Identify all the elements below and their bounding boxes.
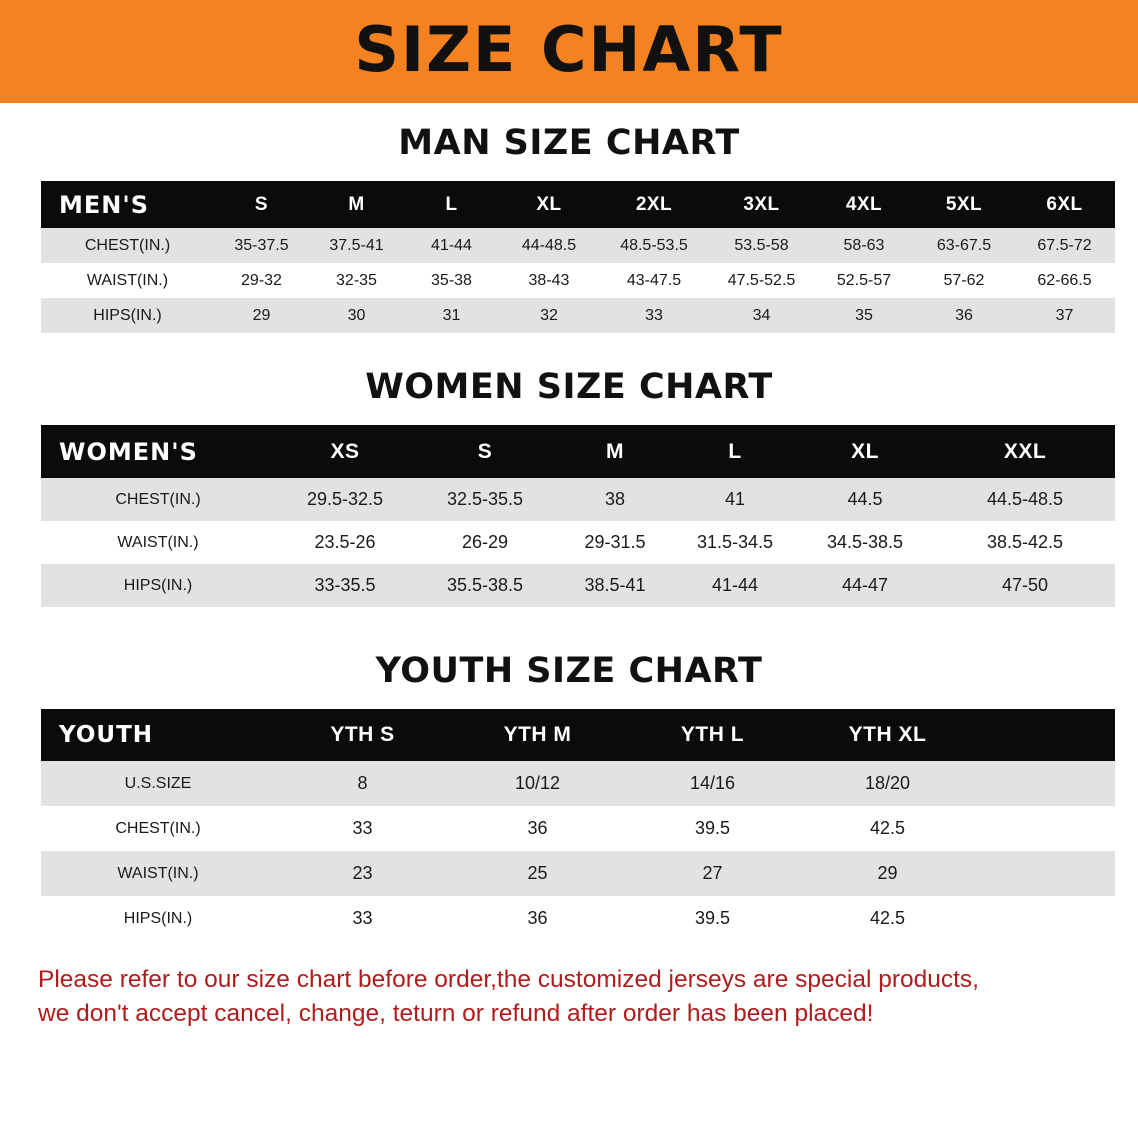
youth-header-col-1: YTH M [450, 709, 625, 761]
man-row-2-val-6: 35 [814, 298, 914, 333]
women-row-2-val-4: 44-47 [795, 564, 935, 607]
table-row [41, 228, 1115, 263]
table-row [41, 564, 1115, 607]
youth-row-0-label: U.S.SIZE [41, 761, 275, 806]
youth-row-1-val-1: 36 [450, 806, 625, 851]
women-row-2-val-0: 33-35.5 [275, 564, 415, 607]
youth-row-1-val-2: 39.5 [625, 806, 800, 851]
youth-row-3-val-1: 36 [450, 896, 625, 941]
man-header-corner: MEN'S [41, 181, 214, 228]
women-row-1-val-4: 34.5-38.5 [795, 521, 935, 564]
banner-title: SIZE CHART [354, 12, 784, 86]
man-row-1-val-1: 32-35 [309, 263, 404, 298]
table-row [41, 806, 1115, 851]
man-header-col-3: XL [499, 181, 599, 228]
man-row-1-val-4: 43-47.5 [599, 263, 709, 298]
women-size-table [41, 425, 1115, 607]
man-header-col-6: 4XL [814, 181, 914, 228]
women-row-1-label: WAIST(IN.) [41, 521, 275, 564]
youth-row-2-val-3: 29 [800, 851, 975, 896]
women-row-0-val-4: 44.5 [795, 478, 935, 521]
women-row-1-val-0: 23.5-26 [275, 521, 415, 564]
man-row-0-val-8: 67.5-72 [1014, 228, 1115, 263]
youth-size-table [41, 709, 1115, 941]
youth-row-2-label: WAIST(IN.) [41, 851, 275, 896]
man-row-0-val-1: 37.5-41 [309, 228, 404, 263]
man-row-2-val-3: 32 [499, 298, 599, 333]
table-row [41, 896, 1115, 941]
youth-table-wrapper [41, 709, 1097, 941]
policy-note-line-1: Please refer to our size chart before order,the customized jerseys are special products, [38, 966, 979, 993]
man-row-1-val-5: 47.5-52.5 [709, 263, 814, 298]
man-header-col-0: S [214, 181, 309, 228]
man-row-2-val-2: 31 [404, 298, 499, 333]
man-row-1-label: WAIST(IN.) [41, 263, 214, 298]
women-row-1-val-1: 26-29 [415, 521, 555, 564]
man-header-col-2: L [404, 181, 499, 228]
man-row-0-val-6: 58-63 [814, 228, 914, 263]
youth-header-corner: YOUTH [41, 709, 275, 761]
youth-header-spacer [975, 709, 1115, 761]
man-row-1-val-8: 62-66.5 [1014, 263, 1115, 298]
women-row-0-val-2: 38 [555, 478, 675, 521]
youth-row-3-val-3: 42.5 [800, 896, 975, 941]
women-header-col-1: S [415, 425, 555, 478]
man-row-0-val-2: 41-44 [404, 228, 499, 263]
man-row-0-val-0: 35-37.5 [214, 228, 309, 263]
man-header-col-1: M [309, 181, 404, 228]
youth-row-3-val-2: 39.5 [625, 896, 800, 941]
women-table-body [41, 478, 1115, 607]
man-row-0-label: CHEST(IN.) [41, 228, 214, 263]
youth-row-2-val-1: 25 [450, 851, 625, 896]
table-row [41, 478, 1115, 521]
man-table-body [41, 228, 1115, 333]
table-row [41, 263, 1115, 298]
women-row-1-val-3: 31.5-34.5 [675, 521, 795, 564]
man-table-header [41, 181, 1115, 228]
women-row-0-val-0: 29.5-32.5 [275, 478, 415, 521]
table-row [41, 851, 1115, 896]
table-header-row [41, 181, 1115, 228]
policy-note [38, 963, 1100, 1031]
table-row [41, 298, 1115, 333]
man-row-2-val-0: 29 [214, 298, 309, 333]
youth-row-2-val-0: 23 [275, 851, 450, 896]
youth-row-3-label: HIPS(IN.) [41, 896, 275, 941]
table-header-row [41, 709, 1115, 761]
youth-row-1-val-0: 33 [275, 806, 450, 851]
man-header-col-5: 3XL [709, 181, 814, 228]
women-table-header [41, 425, 1115, 478]
banner [0, 0, 1138, 103]
table-row [41, 761, 1115, 806]
youth-header-col-3: YTH XL [800, 709, 975, 761]
women-row-1-val-5: 38.5-42.5 [935, 521, 1115, 564]
man-row-0-val-5: 53.5-58 [709, 228, 814, 263]
man-header-col-8: 6XL [1014, 181, 1115, 228]
man-row-2-val-7: 36 [914, 298, 1014, 333]
man-row-1-val-7: 57-62 [914, 263, 1014, 298]
man-row-2-val-4: 33 [599, 298, 709, 333]
youth-row-2-spacer [975, 851, 1115, 896]
women-header-corner: WOMEN'S [41, 425, 275, 478]
man-row-0-val-7: 63-67.5 [914, 228, 1014, 263]
youth-header-col-2: YTH L [625, 709, 800, 761]
youth-row-1-spacer [975, 806, 1115, 851]
women-table-wrapper [41, 425, 1097, 607]
youth-row-3-val-0: 33 [275, 896, 450, 941]
man-row-0-val-3: 44-48.5 [499, 228, 599, 263]
women-row-2-val-5: 47-50 [935, 564, 1115, 607]
man-row-2-val-5: 34 [709, 298, 814, 333]
women-row-2-val-2: 38.5-41 [555, 564, 675, 607]
youth-section-title: YOUTH SIZE CHART [375, 651, 763, 691]
youth-table-header [41, 709, 1115, 761]
youth-row-0-spacer [975, 761, 1115, 806]
women-row-2-label: HIPS(IN.) [41, 564, 275, 607]
youth-row-0-val-3: 18/20 [800, 761, 975, 806]
policy-note-line-2: we don't accept cancel, change, teturn or refund after order has been placed! [38, 999, 874, 1027]
man-header-col-4: 2XL [599, 181, 709, 228]
man-table-wrapper [41, 181, 1097, 333]
youth-row-0-val-2: 14/16 [625, 761, 800, 806]
youth-row-2-val-2: 27 [625, 851, 800, 896]
man-row-1-val-3: 38-43 [499, 263, 599, 298]
women-row-0-val-3: 41 [675, 478, 795, 521]
youth-row-0-val-1: 10/12 [450, 761, 625, 806]
youth-row-3-spacer [975, 896, 1115, 941]
youth-header-col-0: YTH S [275, 709, 450, 761]
youth-table-body [41, 761, 1115, 941]
women-header-col-3: L [675, 425, 795, 478]
women-section-title: WOMEN SIZE CHART [365, 367, 773, 407]
youth-row-0-val-0: 8 [275, 761, 450, 806]
women-row-0-val-1: 32.5-35.5 [415, 478, 555, 521]
man-row-1-val-2: 35-38 [404, 263, 499, 298]
man-row-1-val-0: 29-32 [214, 263, 309, 298]
women-row-0-label: CHEST(IN.) [41, 478, 275, 521]
youth-row-1-label: CHEST(IN.) [41, 806, 275, 851]
women-row-2-val-3: 41-44 [675, 564, 795, 607]
man-row-2-val-1: 30 [309, 298, 404, 333]
table-row [41, 521, 1115, 564]
women-header-col-4: XL [795, 425, 935, 478]
man-header-col-7: 5XL [914, 181, 1014, 228]
man-row-2-label: HIPS(IN.) [41, 298, 214, 333]
women-header-col-0: XS [275, 425, 415, 478]
table-header-row [41, 425, 1115, 478]
man-row-2-val-8: 37 [1014, 298, 1115, 333]
man-row-1-val-6: 52.5-57 [814, 263, 914, 298]
women-header-col-5: XXL [935, 425, 1115, 478]
youth-row-1-val-3: 42.5 [800, 806, 975, 851]
women-header-col-2: M [555, 425, 675, 478]
man-size-table [41, 181, 1115, 333]
women-row-0-val-5: 44.5-48.5 [935, 478, 1115, 521]
man-row-0-val-4: 48.5-53.5 [599, 228, 709, 263]
women-row-2-val-1: 35.5-38.5 [415, 564, 555, 607]
man-section-title: MAN SIZE CHART [398, 123, 740, 163]
women-row-1-val-2: 29-31.5 [555, 521, 675, 564]
